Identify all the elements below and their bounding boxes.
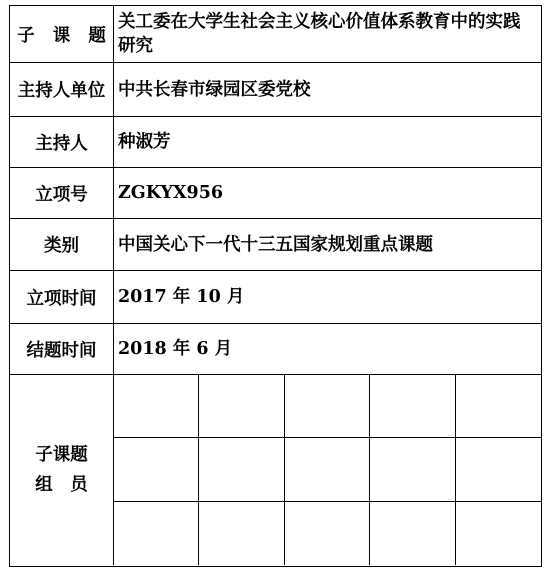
host-unit-value: 中共长春市绿园区委党校 <box>118 79 311 100</box>
project-number-label: 立项号 <box>10 168 114 218</box>
form-row-category <box>10 219 541 271</box>
members-label-line2: 组 员 <box>35 475 88 495</box>
category-value: 中国关心下一代十三五国家规划重点课题 <box>118 234 433 255</box>
member-cell <box>370 502 455 565</box>
category-label: 类别 <box>10 219 114 270</box>
member-cell <box>199 502 284 565</box>
start-date-value: 2017 年 10 月 <box>118 287 245 307</box>
member-cell <box>199 375 284 438</box>
form-row-end-date <box>10 324 541 375</box>
start-date-label: 立项时间 <box>10 271 114 323</box>
end-date-label: 结题时间 <box>10 324 114 374</box>
form-row-host-unit <box>10 63 541 117</box>
host-label: 主持人 <box>10 117 114 167</box>
member-cell <box>285 438 370 501</box>
form-row-members <box>10 375 541 565</box>
form-row-project-number <box>10 168 541 219</box>
member-cell <box>456 438 541 501</box>
member-cell <box>114 375 199 438</box>
members-grid <box>114 375 541 565</box>
project-number-value: ZGKYX956 <box>118 183 224 203</box>
member-cell <box>199 438 284 501</box>
form-row-subtopic <box>10 6 541 63</box>
form-row-start-date <box>10 271 541 324</box>
project-form-table <box>9 5 542 567</box>
member-cell <box>114 502 199 565</box>
members-label <box>10 375 114 565</box>
member-cell <box>285 502 370 565</box>
member-cell <box>370 438 455 501</box>
subtopic-value: 关工委在大学生社会主义核心价值体系教育中的实践研究 <box>118 12 521 56</box>
host-unit-label: 主持人单位 <box>10 63 114 116</box>
member-cell <box>370 375 455 438</box>
member-cell <box>456 502 541 565</box>
host-value: 种淑芳 <box>118 132 171 152</box>
end-date-value: 2018 年 6 月 <box>118 339 233 359</box>
member-cell <box>285 375 370 438</box>
member-cell <box>114 438 199 501</box>
form-row-host <box>10 117 541 168</box>
member-cell <box>456 375 541 438</box>
members-label-line1: 子课题 <box>35 445 88 465</box>
subtopic-label: 子 课 题 <box>10 6 114 62</box>
